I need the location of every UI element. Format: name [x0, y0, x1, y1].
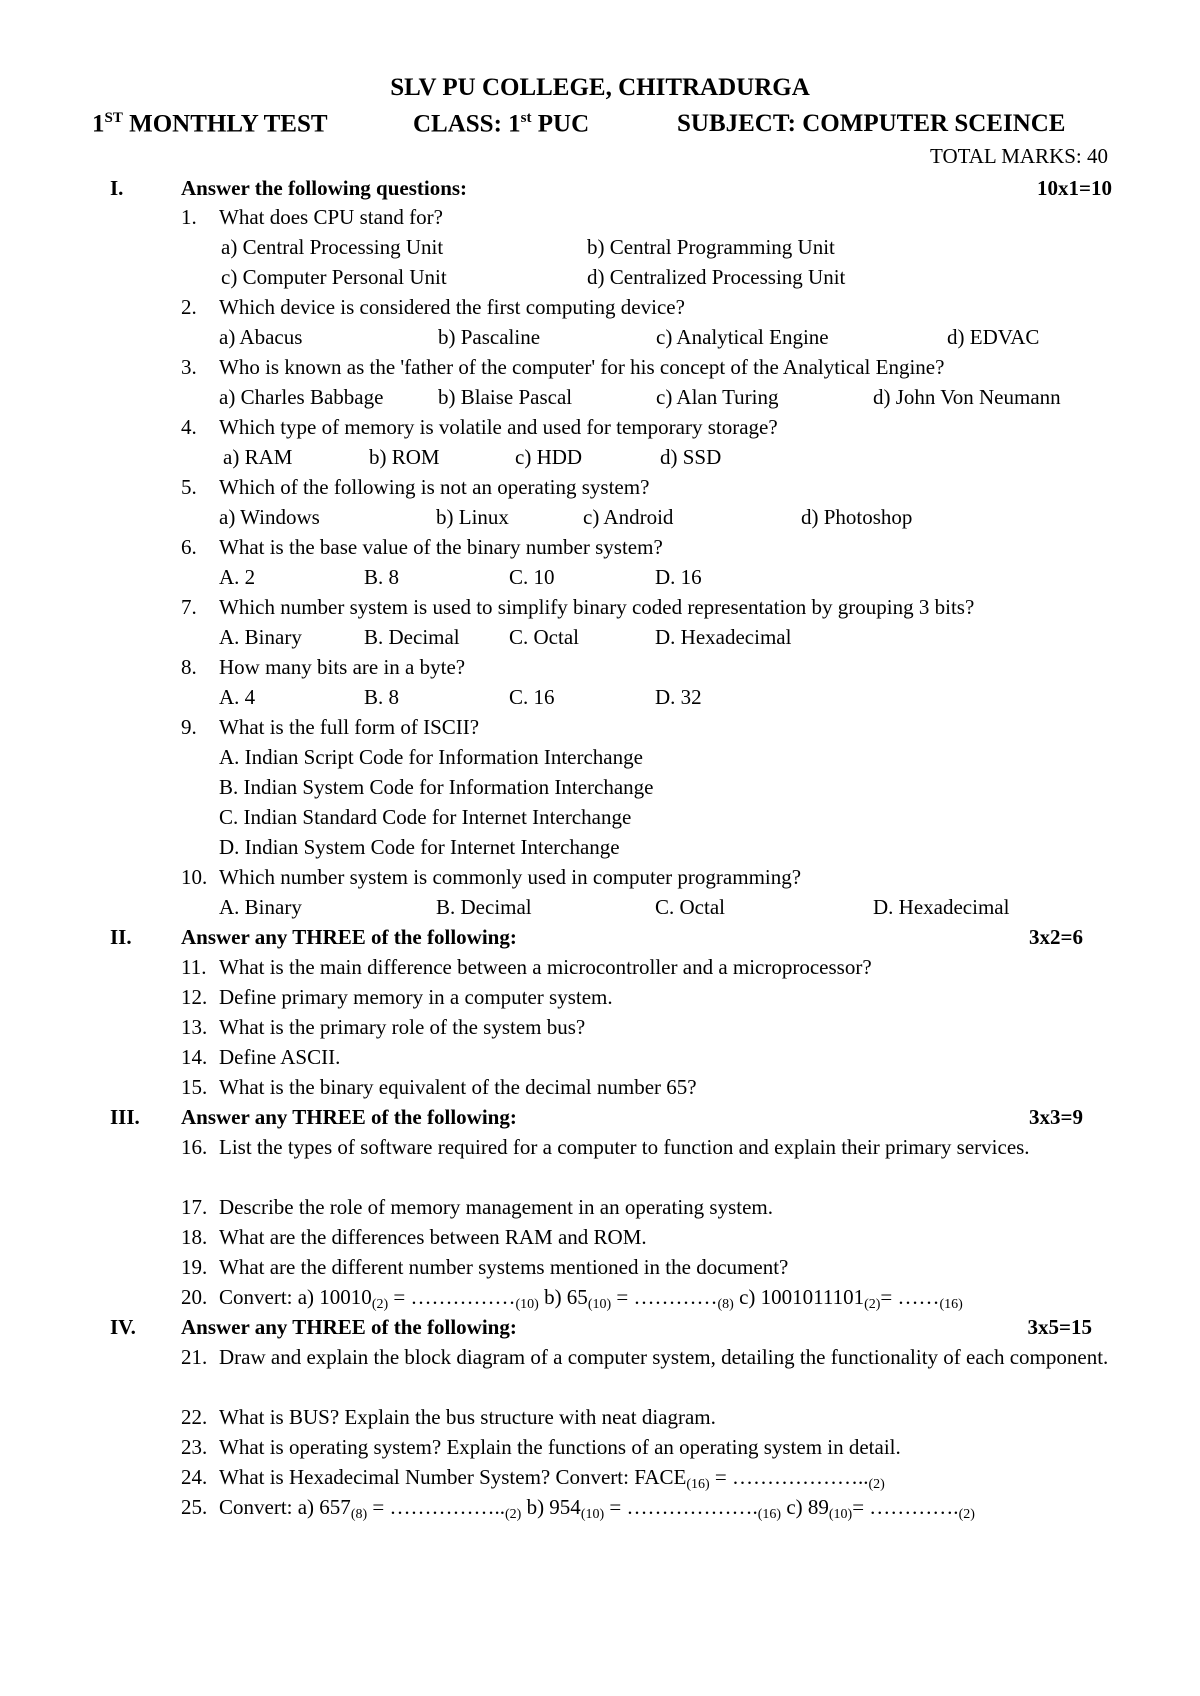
section-marks: 3x3=9 [1029, 1105, 1083, 1129]
option: d) Centralized Processing Unit [587, 265, 846, 289]
option: D. 16 [655, 565, 702, 589]
question: 24. What is Hexadecimal Number System? Convert: $FACE_{(16)}$ = $\dots\dots\dots\dots\dots\dots.._{(2)}$ [181, 1465, 885, 1492]
question: 5. Which of the following is not an operating system? [181, 475, 650, 499]
option: A. Indian Script Code for Information Interchange [219, 745, 643, 769]
section-number: IV. [110, 1315, 136, 1339]
question: 9. What is the full form of ISCII? [181, 715, 480, 739]
option: c) Android [583, 505, 674, 529]
option: a) Central Processing Unit [221, 235, 444, 259]
question: 8. How many bits are in a byte? [181, 655, 466, 679]
section-title: Answer the following questions: [181, 176, 468, 200]
question: 7. Which number system is used to simplify binary coded representation by grouping 3 bits? [181, 595, 975, 619]
option: B. 8 [364, 685, 400, 709]
question: 20. Convert: a) $10010_{(2)}$ = $\dots\dots\dots\dots\dots_{(10)}$ b) $65_{(10)}$ = $\dots\dots\dots\dots_{(8)}$ c) $1001011101_{(2)}=$ $\dots\dots_{(16)}$ [181, 1285, 963, 1312]
question: 23. What is operating system? Explain the functions of an operating system in detail. [181, 1435, 901, 1459]
question: 12. Define primary memory in a computer system. [181, 985, 613, 1009]
option: D. 32 [655, 685, 702, 709]
question: 2. Which device is considered the first computing device? [181, 295, 685, 319]
college-name: SLV PU COLLEGE, CHITRADURGA [390, 74, 810, 101]
question: 4. Which type of memory is volatile and used for temporary storage? [181, 415, 778, 439]
option: C. Octal [509, 625, 579, 649]
question: 17. Describe the role of memory management in an operating system. [181, 1195, 773, 1219]
option: b) Pascaline [438, 325, 541, 349]
option: B. 8 [364, 565, 400, 589]
section-number: I. [110, 176, 124, 200]
option: D. Indian System Code for Internet Interchange [219, 835, 620, 859]
section-title: Answer any THREE of the following: [181, 1105, 517, 1129]
option: b) Blaise Pascal [438, 385, 573, 409]
test-title: 1ST MONTHLY TEST [92, 110, 328, 138]
option: C. Indian Standard Code for Internet Interchange [219, 805, 632, 829]
class-label: CLASS: 1st PUC [413, 110, 590, 138]
option: c) HDD [515, 445, 583, 469]
question: 3. Who is known as the 'father of the computer' for his concept of the Analytical Engine? [181, 355, 945, 379]
total-marks: TOTAL MARKS: 40 [930, 144, 1108, 168]
section-title: Answer any THREE of the following: [181, 925, 517, 949]
question: 16. List the types of software required for a computer to function and explain their primary services. [181, 1135, 1030, 1159]
question: 19. What are the different number systems mentioned in the document? [181, 1255, 789, 1279]
option: B. Decimal [436, 895, 532, 919]
option: d) Photoshop [801, 505, 913, 529]
option: B. Decimal [364, 625, 460, 649]
option: d) John Von Neumann [873, 385, 1061, 409]
section-title: Answer any THREE of the following: [181, 1315, 517, 1339]
option: b) Linux [436, 505, 509, 529]
option: c) Alan Turing [656, 385, 779, 409]
question: 6. What is the base value of the binary number system? [181, 535, 663, 559]
option: D. Hexadecimal [873, 895, 1010, 919]
option: A. Binary [219, 895, 302, 919]
question: 1. What does CPU stand for? [181, 205, 443, 229]
subject-label: SUBJECT: COMPUTER SCEINCE [677, 110, 1066, 137]
question: 25. Convert: a) $657_{(8)}$ = $\dots\dots\dots\dots\dots.._{(2)}$ b) $954_{(10)}$ = $\dots\dots\dots\dots\dots\dots._{(16)}$ c) $89_{(10)}=$ $\dots\dots\dots\dots._{(2)}$ [181, 1495, 975, 1522]
question: 14. Define ASCII. [181, 1045, 341, 1069]
section-marks: 3x5=15 [1027, 1315, 1092, 1339]
option: A. Binary [219, 625, 302, 649]
option: B. Indian System Code for Information Interchange [219, 775, 654, 799]
question: 13. What is the primary role of the system bus? [181, 1015, 586, 1039]
question: 18. What are the differences between RAM and ROM. [181, 1225, 647, 1249]
option: d) EDVAC [947, 325, 1040, 349]
option: C. 16 [509, 685, 555, 709]
option: A. 2 [219, 565, 256, 589]
option: c) Computer Personal Unit [221, 265, 447, 289]
option: d) SSD [660, 445, 722, 469]
section-number: II. [110, 925, 132, 949]
option: c) Analytical Engine [656, 325, 829, 349]
option: C. 10 [509, 565, 555, 589]
option: b) ROM [369, 445, 440, 469]
question: 11. What is the main difference between a microcontroller and a microprocessor? [181, 955, 872, 979]
question: 21. Draw and explain the block diagram of a computer system, detailing the functionality of each component. [181, 1345, 1109, 1369]
section-marks: 10x1=10 [1037, 176, 1112, 200]
option: a) Windows [219, 505, 320, 529]
option: b) Central Programming Unit [587, 235, 835, 259]
option: a) Abacus [219, 325, 303, 349]
option: D. Hexadecimal [655, 625, 792, 649]
question: 22. What is BUS? Explain the bus structure with neat diagram. [181, 1405, 716, 1429]
section-marks: 3x2=6 [1029, 925, 1083, 949]
option: A. 4 [219, 685, 256, 709]
question: 15. What is the binary equivalent of the decimal number 65? [181, 1075, 697, 1099]
section-number: III. [110, 1105, 140, 1129]
question: 10. Which number system is commonly used in computer programming? [181, 865, 802, 889]
option: a) RAM [223, 445, 293, 469]
option: a) Charles Babbage [219, 385, 384, 409]
option: C. Octal [655, 895, 725, 919]
